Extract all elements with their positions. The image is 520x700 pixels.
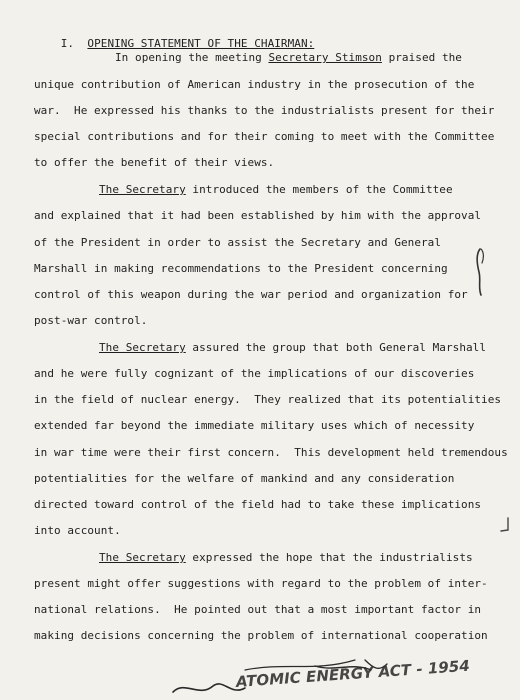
text-segment: expressed the hope that the industrialists	[185, 551, 473, 564]
paragraph-3-line-1	[99, 341, 486, 354]
section-number: I.	[60, 37, 75, 50]
atomic-energy-act-stamp: ATOMIC ENERGY ACT - 1954	[235, 656, 471, 691]
paragraph-2-line-4: Marshall in making recommendations to the President concerning	[34, 262, 448, 275]
paragraph-4-line-4: making decisions concerning the problem of international cooperation	[34, 629, 488, 642]
underlined-name: The Secretary	[99, 551, 186, 564]
paragraph-2-line-2: and explained that it had been established by him with the approval	[34, 209, 482, 222]
paragraph-2-line-3: of the President in order to assist the Secretary and General	[34, 236, 442, 249]
text-segment: In opening the meeting	[115, 51, 269, 64]
paragraph-3-line-2: and he were fully cognizant of the implications of our discoveries	[34, 367, 475, 380]
underlined-name: Secretary Stimson	[268, 51, 382, 64]
paragraph-3-line-5: in war time were their first concern. This development held tremendous	[34, 446, 508, 459]
margin-tick-mark	[498, 516, 512, 534]
paragraph-2-line-6: post-war control.	[34, 314, 148, 327]
paragraph-1-line-4: special contributions and for their coming to meet with the Committee	[34, 130, 495, 143]
text-segment: praised the	[381, 51, 462, 64]
paragraph-4-line-2: present might offer suggestions with regard to the problem of inter-	[34, 577, 488, 590]
paragraph-3-line-7: directed toward control of the field had to take these implications	[34, 498, 482, 511]
underlined-name: The Secretary	[99, 341, 186, 354]
text-segment: introduced the members of the Committee	[185, 183, 453, 196]
margin-bracket-mark	[473, 246, 487, 298]
paragraph-1-line-5: to offer the benefit of their views.	[34, 156, 275, 169]
paragraph-3-line-4: extended far beyond the immediate military uses which of necessity	[34, 419, 475, 432]
paragraph-1-line-1	[115, 51, 462, 64]
paragraph-4-line-3: national relations. He pointed out that a most important factor in	[34, 603, 482, 616]
paragraph-1-line-3: war. He expressed his thanks to the industrialists present for their	[34, 104, 495, 117]
paragraph-3-line-6: potentialities for the welfare of mankind and any consideration	[34, 472, 455, 485]
paragraph-4-line-1	[99, 551, 473, 564]
paragraph-3-line-8: into account.	[34, 524, 121, 537]
paragraph-2-line-1	[99, 183, 453, 196]
paragraph-2-line-5: control of this weapon during the war period and organization for	[34, 288, 468, 301]
paragraph-3-line-3: in the field of nuclear energy. They realized that its potentialities	[34, 393, 502, 406]
underlined-name: The Secretary	[99, 183, 186, 196]
text-segment: assured the group that both General Marshall	[185, 341, 487, 354]
paragraph-1-line-2: unique contribution of American industry in the prosecution of the	[34, 78, 475, 91]
section-title: OPENING STATEMENT OF THE CHAIRMAN:	[87, 37, 315, 50]
